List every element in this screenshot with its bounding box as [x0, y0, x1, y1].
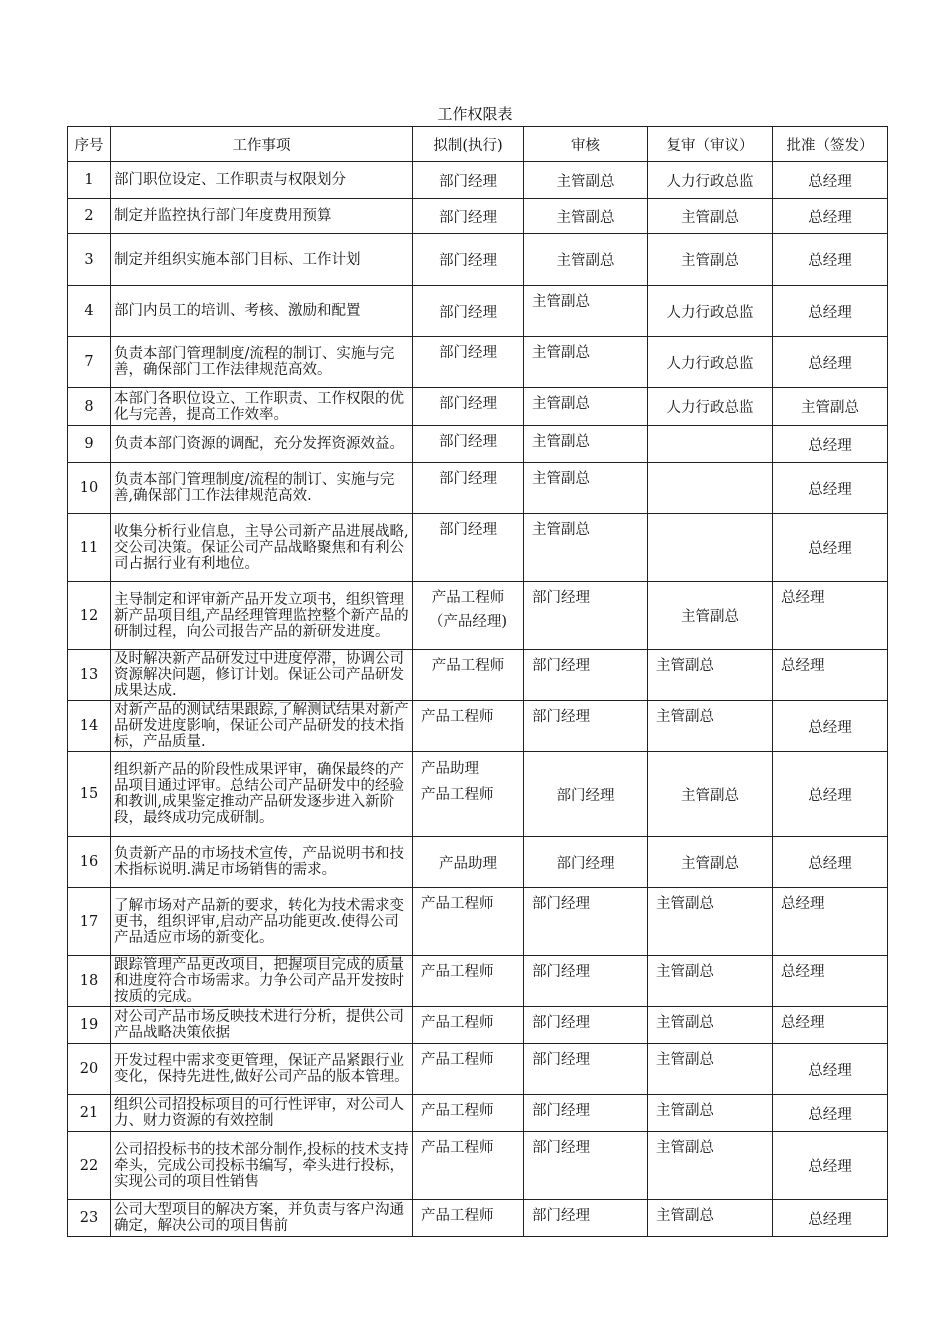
- row-no: 21: [68, 1095, 111, 1132]
- header-draft: 拟制(执行): [413, 127, 524, 162]
- row-draft: 产品工程师: [413, 701, 524, 752]
- row-draft: 产品工程师: [413, 888, 524, 956]
- row-review: 主管副总: [524, 388, 648, 426]
- row-recheck: 主管副总: [648, 1200, 773, 1237]
- row-task: 了解市场对产品新的要求，转化为技术需求变更书，组织评审,启动产品功能更改.使得公司产品适应市场的新变化。: [111, 888, 413, 956]
- row-approve: 总经理: [773, 337, 888, 388]
- row-no: 14: [68, 701, 111, 752]
- row-approve: 总经理: [773, 1200, 888, 1237]
- row-draft: 部门经理: [413, 286, 524, 337]
- row-review: 主管副总: [524, 426, 648, 463]
- row-draft: 部门经理: [413, 514, 524, 582]
- row-recheck: 人力行政总监: [648, 162, 773, 199]
- row-draft: 部门经理: [413, 426, 524, 463]
- header-recheck: 复审（审议）: [648, 127, 773, 162]
- row-no: 18: [68, 956, 111, 1007]
- row-review: 部门经理: [524, 1044, 648, 1095]
- row-no: 3: [68, 234, 111, 286]
- row-draft: 产品工程师: [413, 956, 524, 1007]
- row-no: 23: [68, 1200, 111, 1237]
- row-task: 本部门各职位设立、工作职责、工作权限的优化与完善，提高工作效率。: [111, 388, 413, 426]
- row-no: 20: [68, 1044, 111, 1095]
- row-task: 组织公司招投标项目的可行性评审，对公司人力、财力资源的有效控制: [111, 1095, 413, 1132]
- table-row: [68, 1095, 888, 1132]
- table-row: [68, 514, 888, 582]
- row-draft: 产品工程师: [413, 1095, 524, 1132]
- row-approve: 总经理: [773, 650, 888, 701]
- row-draft: 部门经理: [413, 162, 524, 199]
- row-review: 部门经理: [524, 1132, 648, 1200]
- row-draft: 部门经理: [413, 388, 524, 426]
- row-review: 主管副总: [524, 199, 648, 234]
- row-review: 部门经理: [524, 1007, 648, 1044]
- row-recheck: 主管副总: [648, 650, 773, 701]
- table-row: [68, 956, 888, 1007]
- row-review: 主管副总: [524, 514, 648, 582]
- row-review: 部门经理: [524, 752, 648, 837]
- row-approve: 总经理: [773, 162, 888, 199]
- table-row: [68, 752, 888, 837]
- row-no: 19: [68, 1007, 111, 1044]
- row-draft: 产品工程师: [413, 1132, 524, 1200]
- row-draft: 产品工程师: [413, 1007, 524, 1044]
- row-recheck: 人力行政总监: [648, 388, 773, 426]
- table-row: [68, 234, 888, 286]
- row-task: 部门职位设定、工作职责与权限划分: [111, 162, 413, 199]
- row-recheck: 人力行政总监: [648, 337, 773, 388]
- row-approve: 总经理: [773, 837, 888, 888]
- row-review: 主管副总: [524, 234, 648, 286]
- row-task: 部门内员工的培训、考核、激励和配置: [111, 286, 413, 337]
- row-draft: 产品助理: [413, 837, 524, 888]
- row-review: 部门经理: [524, 650, 648, 701]
- row-task: 开发过程中需求变更管理，保证产品紧跟行业变化，保持先进性,做好公司产品的版本管理。: [111, 1044, 413, 1095]
- row-approve: 总经理: [773, 463, 888, 514]
- row-recheck: 主管副总: [648, 1007, 773, 1044]
- table-row: [68, 463, 888, 514]
- page-title: 工作权限表: [437, 105, 513, 123]
- authority-table: [67, 126, 888, 1237]
- row-approve: 总经理: [773, 286, 888, 337]
- row-task: 负责新产品的市场技术宣传，产品说明书和技术指标说明.满足市场销售的需求。: [111, 837, 413, 888]
- row-review: 部门经理: [524, 956, 648, 1007]
- row-approve: 总经理: [773, 199, 888, 234]
- row-review: 部门经理: [524, 1095, 648, 1132]
- row-task: 及时解决新产品研发过中进度停滞，协调公司资源解决问题，修订计划。保证公司产品研发成果达成.: [111, 650, 413, 701]
- row-task: 收集分析行业信息，主导公司新产品进展战略,交公司决策。保证公司产品战略聚焦和有利公司占据行业有利地位。: [111, 514, 413, 582]
- row-task: 跟踪管理产品更改项目，把握项目完成的质量和进度符合市场需求。力争公司产品开发按时按质的完成。: [111, 956, 413, 1007]
- header-approve: 批准（签发）: [773, 127, 888, 162]
- row-recheck: 主管副总: [648, 199, 773, 234]
- row-recheck: [648, 514, 773, 582]
- row-draft-line2: 产品工程师: [421, 787, 494, 803]
- row-recheck: 主管副总: [648, 701, 773, 752]
- table-row: [68, 337, 888, 388]
- row-recheck: 主管副总: [648, 582, 773, 650]
- row-draft-line2: （产品经理): [428, 614, 508, 630]
- row-no: 7: [68, 337, 111, 388]
- row-no: 9: [68, 426, 111, 463]
- table-row: [68, 388, 888, 426]
- row-task: 公司招投标书的技术部分制作,投标的技术支持牵头，完成公司投标书编写，牵头进行投标，实现公司的项目性销售: [111, 1132, 413, 1200]
- table-row: [68, 1200, 888, 1237]
- row-draft: 部门经理: [413, 337, 524, 388]
- row-task: 对公司产品市场反映技术进行分析，提供公司产品战略决策依据: [111, 1007, 413, 1044]
- row-recheck: [648, 463, 773, 514]
- row-review: 主管副总: [524, 337, 648, 388]
- row-approve: 总经理: [773, 514, 888, 582]
- row-review: 部门经理: [524, 582, 648, 650]
- row-recheck: 主管副总: [648, 1132, 773, 1200]
- row-no: 12: [68, 582, 111, 650]
- row-approve: 主管副总: [773, 388, 888, 426]
- row-no: 22: [68, 1132, 111, 1200]
- table-row: [68, 650, 888, 701]
- row-task: 组织新产品的阶段性成果评审，确保最终的产品项目通过评审。总结公司产品研发中的经验和教训,成果鉴定推动产品研发逐步进入新阶段，最终成功完成研制。: [111, 752, 413, 837]
- row-recheck: 主管副总: [648, 1095, 773, 1132]
- row-approve: 总经理: [773, 956, 888, 1007]
- row-approve: 总经理: [773, 234, 888, 286]
- row-approve: 总经理: [773, 582, 888, 650]
- row-draft: 部门经理: [413, 234, 524, 286]
- row-recheck: 主管副总: [648, 1044, 773, 1095]
- row-draft: 部门经理: [413, 199, 524, 234]
- header-no: 序号: [68, 127, 111, 162]
- row-no: 17: [68, 888, 111, 956]
- row-approve: 总经理: [773, 1044, 888, 1095]
- row-review: 部门经理: [524, 888, 648, 956]
- row-recheck: 主管副总: [648, 888, 773, 956]
- row-no: 11: [68, 514, 111, 582]
- row-task: 对新产品的测试结果跟踪,了解测试结果对新产品研发进度影响，保证公司产品研发的技术指标，产品质量.: [111, 701, 413, 752]
- table-header-row: [68, 127, 888, 162]
- row-recheck: 人力行政总监: [648, 286, 773, 337]
- row-recheck: 主管副总: [648, 234, 773, 286]
- table-row: [68, 1007, 888, 1044]
- table-row: [68, 888, 888, 956]
- row-task: 制定并组织实施本部门目标、工作计划: [111, 234, 413, 286]
- row-approve: 总经理: [773, 701, 888, 752]
- table-row: [68, 199, 888, 234]
- table-row: [68, 1044, 888, 1095]
- row-review: 主管副总: [524, 162, 648, 199]
- row-draft: [413, 752, 524, 837]
- row-task: 主导制定和评审新产品开发立项书，组织管理新产品项目组,产品经理管理监控整个新产品的研制过程，向公司报告产品的新研发进度。: [111, 582, 413, 650]
- row-approve: 总经理: [773, 1095, 888, 1132]
- row-no: 1: [68, 162, 111, 199]
- row-recheck: 主管副总: [648, 956, 773, 1007]
- table-row: [68, 582, 888, 650]
- row-draft: 部门经理: [413, 463, 524, 514]
- table-row: [68, 701, 888, 752]
- table-row: [68, 286, 888, 337]
- row-review: 部门经理: [524, 837, 648, 888]
- row-review: 主管副总: [524, 463, 648, 514]
- row-no: 2: [68, 199, 111, 234]
- table-row: [68, 426, 888, 463]
- table-row: [68, 162, 888, 199]
- row-task: 制定并监控执行部门年度费用预算: [111, 199, 413, 234]
- row-draft: 产品工程师: [413, 1044, 524, 1095]
- row-no: 13: [68, 650, 111, 701]
- row-approve: 总经理: [773, 752, 888, 837]
- row-task: 负责本部门资源的调配，充分发挥资源效益。: [111, 426, 413, 463]
- row-no: 8: [68, 388, 111, 426]
- row-draft: 产品工程师: [413, 1200, 524, 1237]
- row-draft: [413, 582, 524, 650]
- table-row: [68, 837, 888, 888]
- row-recheck: 主管副总: [648, 837, 773, 888]
- row-approve: 总经理: [773, 1007, 888, 1044]
- row-no: 16: [68, 837, 111, 888]
- row-approve: 总经理: [773, 1132, 888, 1200]
- table-row: [68, 1132, 888, 1200]
- row-approve: 总经理: [773, 426, 888, 463]
- header-task: 工作事项: [111, 127, 413, 162]
- row-task: 公司大型项目的解决方案，并负责与客户沟通确定，解决公司的项目售前: [111, 1200, 413, 1237]
- row-task: 负责本部门管理制度/流程的制订、实施与完善，确保部门工作法律规范高效。: [111, 337, 413, 388]
- row-draft: 产品工程师: [413, 650, 524, 701]
- row-review: 部门经理: [524, 1200, 648, 1237]
- header-review: 审核: [524, 127, 648, 162]
- row-task: 负责本部门管理制度/流程的制订、实施与完善,确保部门工作法律规范高效.: [111, 463, 413, 514]
- row-draft-line1: 产品工程师: [431, 590, 505, 606]
- row-recheck: 主管副总: [648, 752, 773, 837]
- row-review: 主管副总: [524, 286, 648, 337]
- row-recheck: [648, 426, 773, 463]
- row-no: 4: [68, 286, 111, 337]
- row-draft-line1: 产品助理: [421, 761, 479, 777]
- row-review: 部门经理: [524, 701, 648, 752]
- row-approve: 总经理: [773, 888, 888, 956]
- row-no: 10: [68, 463, 111, 514]
- row-no: 15: [68, 752, 111, 837]
